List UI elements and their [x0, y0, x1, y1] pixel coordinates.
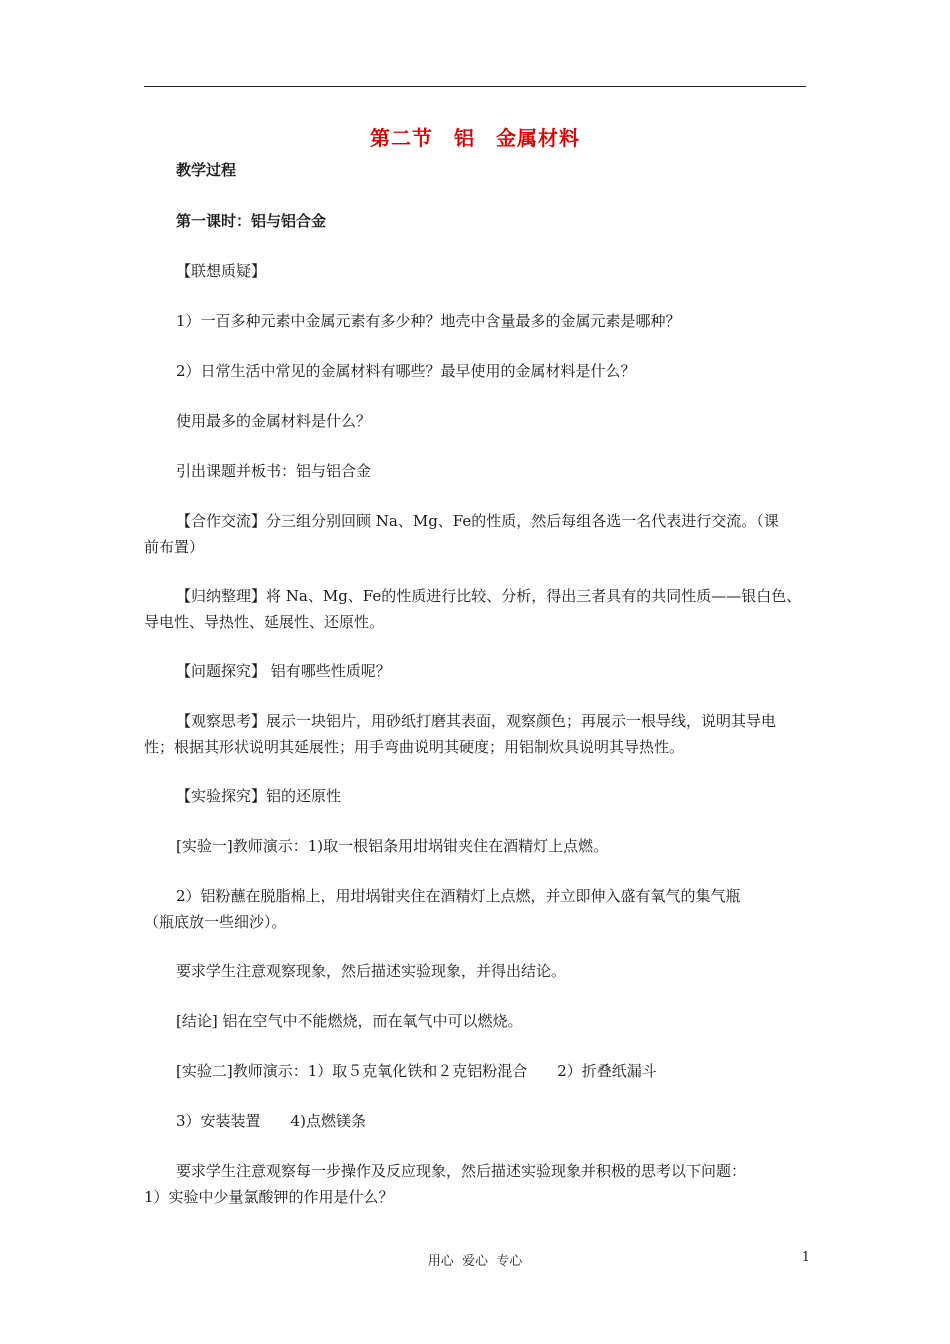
paragraph-line: 【合作交流】分三组分别回顾 Na、Mg、Fe的性质，然后每组各选一名代表进行交流。（课: [176, 512, 779, 530]
paragraph-line: 导电性、导热性、延展性、还原性。: [144, 613, 385, 631]
header-rule: [144, 86, 806, 87]
paragraph-line: 2）日常生活中常见的金属材料有哪些？最早使用的金属材料是什么？: [176, 362, 636, 380]
section-title: 第二节 铝 金属材料: [370, 126, 580, 150]
paragraph-line: （瓶底放一些细沙）。: [144, 913, 287, 931]
paragraph-line: 【问题探究】 铝有哪些性质呢？: [176, 662, 391, 680]
page-number: 1: [801, 1250, 810, 1265]
paragraph-line: 【联想质疑】: [176, 262, 267, 280]
paragraph-line: 要求学生注意观察现象，然后描述实验现象，并得出结论。: [176, 962, 567, 980]
paragraph-line: 3）安装装置 4)点燃镁条: [176, 1112, 366, 1130]
paragraph-line: 引出课题并板书：铝与铝合金: [176, 462, 372, 480]
paragraph-line: 2）铝粉蘸在脱脂棉上，用坩埚钳夹住在酒精灯上点燃，并立即伸入盛有氧气的集气瓶: [176, 887, 741, 905]
paragraph-line: 【实验探究】铝的还原性: [176, 787, 342, 805]
paragraph-line: [实验一]教师演示：1)取一根铝条用坩埚钳夹住在酒精灯上点燃。: [176, 837, 609, 855]
heading-teaching-process: 教学过程: [176, 161, 237, 179]
paragraph-line: 要求学生注意观察每一步操作及反应现象，然后描述实验现象并积极的思考以下问题：: [176, 1162, 747, 1180]
lesson-heading: 第一课时：铝与铝合金: [176, 212, 327, 230]
paragraph-line: 【观察思考】展示一块铝片，用砂纸打磨其表面，观察颜色；再展示一根导线，说明其导电: [176, 712, 777, 730]
paragraph-line: [结论] 铝在空气中不能燃烧，而在氧气中可以燃烧。: [176, 1012, 523, 1030]
paragraph-line: 【归纳整理】将 Na、Mg、Fe的性质进行比较、分析，得出三者具有的共同性质——银白色、: [176, 587, 802, 605]
paragraph-line: 性；根据其形状说明其延展性；用手弯曲说明其硬度；用铝制炊具说明其导热性。: [144, 738, 685, 756]
paragraph-line: 1）一百多种元素中金属元素有多少种？地壳中含量最多的金属元素是哪种？: [176, 312, 681, 330]
paragraph-line: 前布置）: [144, 538, 205, 556]
paragraph-line: 使用最多的金属材料是什么？: [176, 412, 372, 430]
paragraph-line: 1）实验中少量氯酸钾的作用是什么？: [144, 1188, 394, 1206]
page-footer: 用心 爱心 专心: [427, 1254, 523, 1269]
paragraph-line: [实验二]教师演示：1）取５克氧化铁和２克铝粉混合 2）折叠纸漏斗: [176, 1062, 657, 1080]
